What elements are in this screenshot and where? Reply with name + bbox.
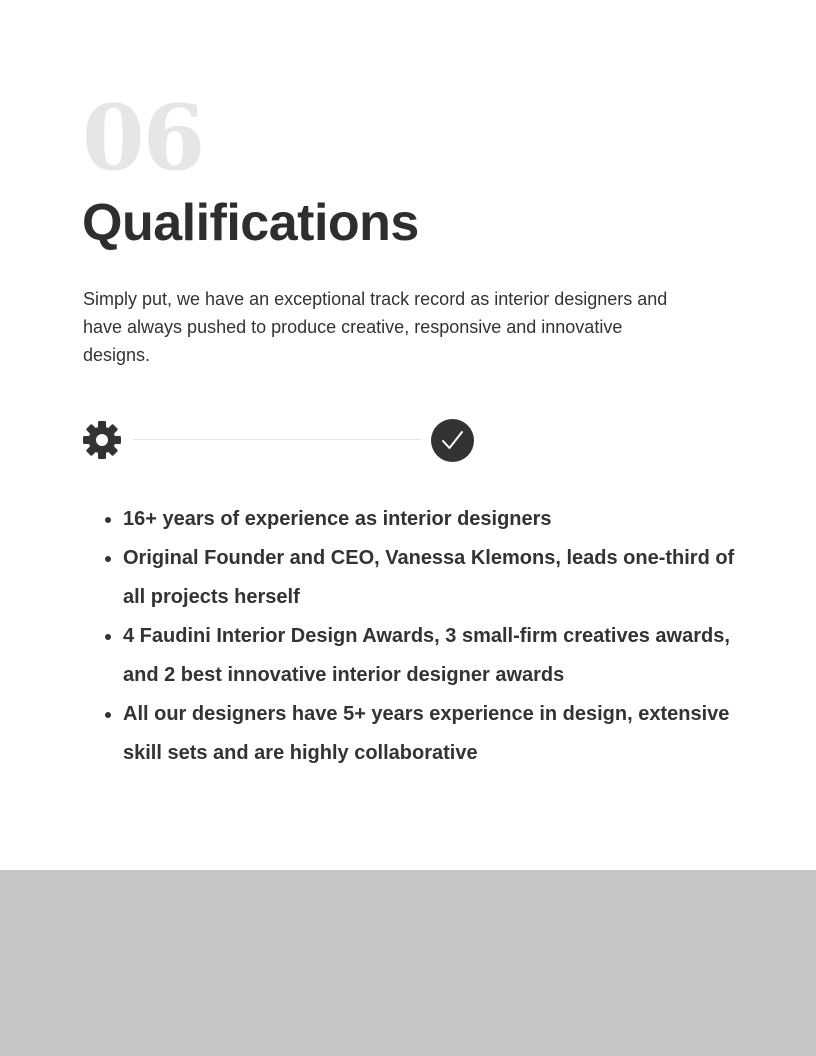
list-item: • All our designers have 5+ years experience in design, extensive skill sets and are highly collaborative [123,695,743,773]
list-item: • 4 Faudini Interior Design Awards, 3 small-firm creatives awards, and 2 best innovative interior designer awards [123,617,743,695]
footer-band [0,870,816,1056]
icon-divider [82,418,482,462]
page-title: Qualifications [82,194,419,252]
divider-line [133,439,421,440]
section-number: 06 [82,85,204,191]
list-item: • 16+ years of experience as interior designers [123,500,743,539]
gear-icon [82,420,122,460]
qualifications-list [83,500,743,773]
list-item: • Original Founder and CEO, Vanessa Klemons, leads one-third of all projects herself [123,539,743,617]
checkmark-icon [431,419,474,462]
intro-paragraph: Simply put, we have an exceptional track record as interior designers and have always pushed to produce creative, responsive and innovative designs. [83,289,668,365]
